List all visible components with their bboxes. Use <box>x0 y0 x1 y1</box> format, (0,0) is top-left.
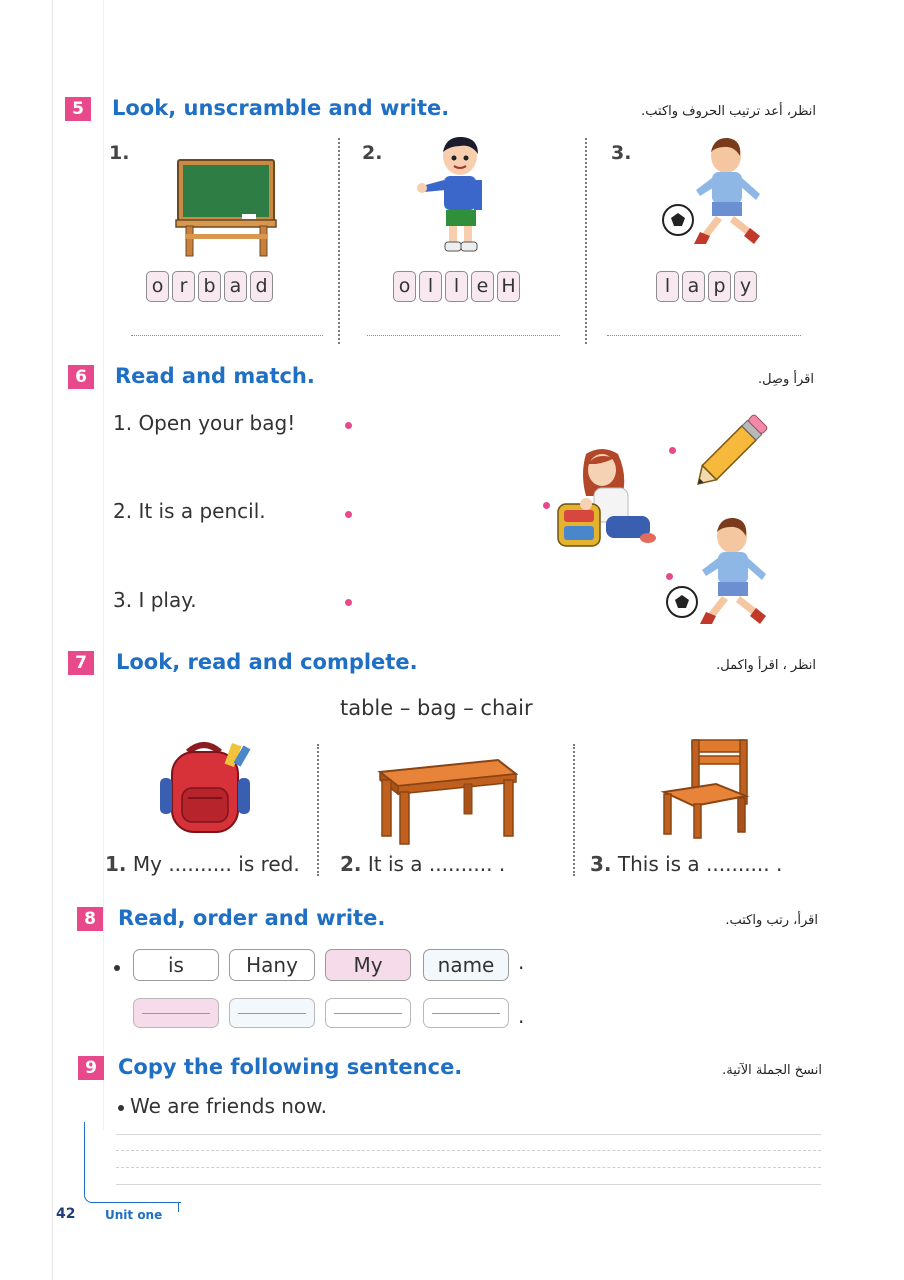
s5-letter-tiles-1 <box>146 271 273 302</box>
s8-answer-box-4[interactable] <box>423 998 509 1028</box>
s8-period-2: . <box>518 1004 525 1028</box>
s5-answer-line-3[interactable] <box>607 335 801 336</box>
s7-item-2-text: It is a .......... . <box>367 852 506 876</box>
letter-tile: d <box>250 271 273 302</box>
s6-right-dot-girl[interactable] <box>543 502 550 509</box>
section-5-title: Look, unscramble and write. <box>112 96 450 120</box>
s9-writing-line-1[interactable] <box>116 1134 821 1135</box>
s8-answer-box-2[interactable] <box>229 998 315 1028</box>
s5-answer-line-1[interactable] <box>131 335 323 336</box>
boy-waving-image <box>416 134 496 260</box>
s8-word-box-1: is <box>133 949 219 981</box>
s6-left-dot-2[interactable] <box>345 511 352 518</box>
s9-writing-line-2[interactable] <box>116 1150 821 1151</box>
s6-left-dot-1[interactable] <box>345 422 352 429</box>
s7-item-1-number: 1. <box>105 852 127 876</box>
section-6-arabic-instruction: اقرأ وصِل. <box>757 372 814 387</box>
s6-sentence-1: 1. Open your bag! <box>113 411 296 435</box>
pencil-image <box>690 408 774 492</box>
chair-image <box>656 736 756 840</box>
girl-with-bag-image <box>556 446 660 552</box>
letter-tile: a <box>682 271 705 302</box>
s6-sentence-3: 3. I play. <box>113 588 197 612</box>
red-backpack-image <box>158 738 260 838</box>
letter-tile: l <box>445 271 468 302</box>
s8-period-1: . <box>518 950 525 974</box>
letter-tile: l <box>656 271 679 302</box>
letter-tile: e <box>471 271 494 302</box>
s5-item-1-number: 1. <box>109 142 130 164</box>
s7-word-bank: table – bag – chair <box>340 696 533 720</box>
letter-tile: l <box>419 271 442 302</box>
letter-tile: p <box>708 271 731 302</box>
s7-divider-1 <box>317 744 319 876</box>
section-7-title: Look, read and complete. <box>116 650 418 674</box>
letter-tile: y <box>734 271 757 302</box>
section-7-arabic-instruction: انظر ، اقرأ واكمل. <box>716 658 816 673</box>
boy-football-image-s6 <box>662 514 784 640</box>
s5-item-3-number: 3. <box>611 142 632 164</box>
s7-sentence-3 <box>590 852 782 876</box>
table-image <box>372 752 518 846</box>
letter-tile: r <box>172 271 195 302</box>
s6-right-dot-pencil[interactable] <box>669 447 676 454</box>
s9-sentence: We are friends now. <box>130 1094 328 1118</box>
s7-sentence-1 <box>105 852 300 876</box>
s8-word-box-2: Hany <box>229 949 315 981</box>
section-9-arabic-instruction: انسخ الجملة الآتية. <box>722 1063 822 1078</box>
s5-letter-tiles-2 <box>393 271 520 302</box>
s5-divider-1 <box>338 138 340 344</box>
letter-tile: H <box>497 271 520 302</box>
s5-letter-tiles-3 <box>656 271 757 302</box>
letter-tile: o <box>146 271 169 302</box>
boy-football-image-s5 <box>656 134 776 256</box>
s7-item-3-text: This is a .......... . <box>617 852 783 876</box>
footer-bracket-hook <box>178 1202 179 1212</box>
s7-divider-2 <box>573 744 575 876</box>
section-5-number: 5 <box>65 97 91 121</box>
section-6-title: Read and match. <box>115 364 315 388</box>
letter-tile: b <box>198 271 221 302</box>
letter-tile: a <box>224 271 247 302</box>
section-8-number: 8 <box>77 907 103 931</box>
page-margin-line-inner <box>103 0 104 1130</box>
s8-word-box-4: name <box>423 949 509 981</box>
chalkboard-image <box>172 156 282 260</box>
s9-writing-line-3[interactable] <box>116 1167 821 1168</box>
s8-answer-box-1[interactable] <box>133 998 219 1028</box>
section-8-title: Read, order and write. <box>118 906 386 930</box>
section-5-arabic-instruction: انظر، أعد ترتيب الحروف واكتب. <box>641 104 816 119</box>
section-6-number: 6 <box>68 365 94 389</box>
s9-writing-line-4[interactable] <box>116 1184 821 1185</box>
unit-label: Unit one <box>105 1208 163 1222</box>
s7-sentence-2 <box>340 852 505 876</box>
section-9-title: Copy the following sentence. <box>118 1055 463 1079</box>
s6-left-dot-3[interactable] <box>345 599 352 606</box>
s7-item-3-number: 3. <box>590 852 612 876</box>
page-number: 42 <box>56 1206 76 1222</box>
section-9-number: 9 <box>78 1056 104 1080</box>
s9-bullet <box>118 1105 124 1111</box>
s6-sentence-2: 2. It is a pencil. <box>113 499 266 523</box>
s7-item-2-number: 2. <box>340 852 362 876</box>
s8-bullet <box>114 965 120 971</box>
s8-word-box-3: My <box>325 949 411 981</box>
s7-item-1-text: My .......... is red. <box>132 852 300 876</box>
s5-answer-line-2[interactable] <box>367 335 560 336</box>
s5-divider-2 <box>585 138 587 344</box>
section-7-number: 7 <box>68 651 94 675</box>
section-8-arabic-instruction: اقرأ، رتب واكتب. <box>725 913 818 928</box>
page-margin-line <box>52 0 53 1280</box>
letter-tile: o <box>393 271 416 302</box>
s5-item-2-number: 2. <box>362 142 383 164</box>
footer-bracket <box>84 1122 181 1203</box>
s8-answer-box-3[interactable] <box>325 998 411 1028</box>
